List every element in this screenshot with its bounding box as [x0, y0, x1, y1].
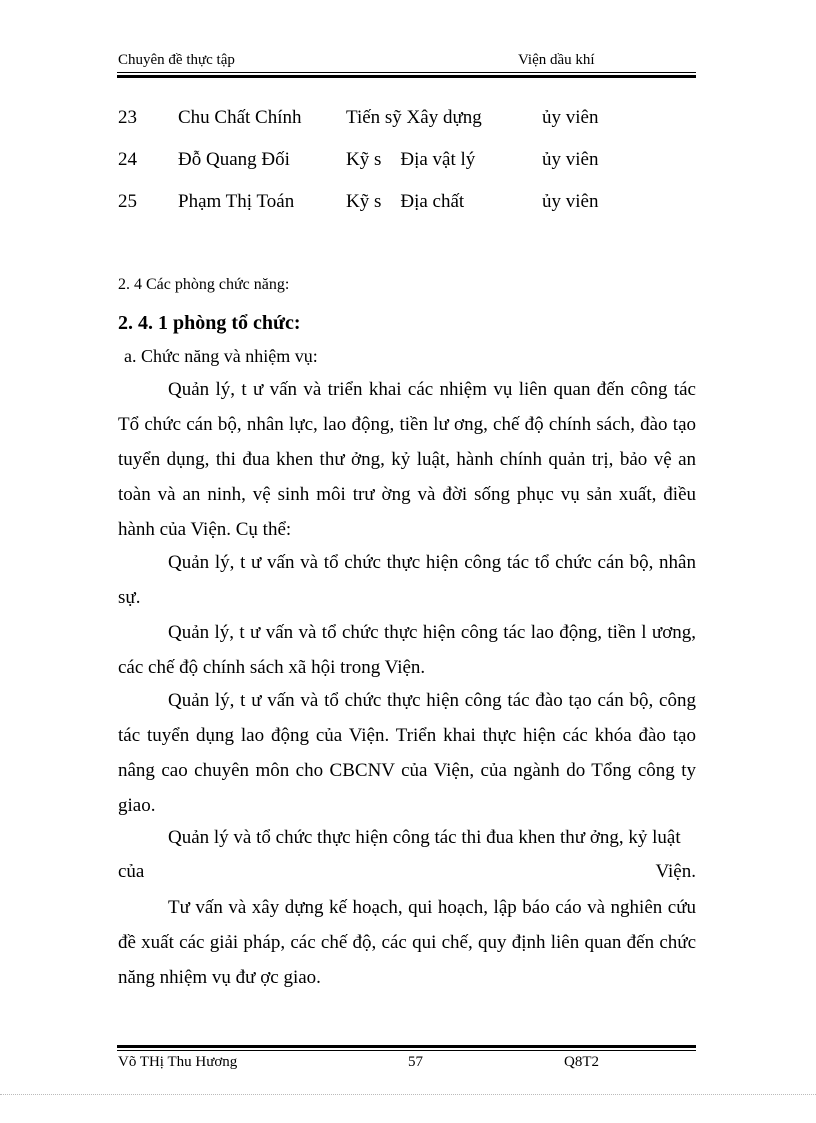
- line-left-word: của: [118, 861, 145, 882]
- member-number: 24: [118, 149, 137, 170]
- header-left: Chuyên đề thực tập: [118, 52, 235, 68]
- paragraph: Tư vấn và xây dựng kế hoạch, qui hoạch, lập báo cáo và nghiên cứu đề xuất các giải pháp, các chế độ, các qui chế, quy định liên quan đến chức năng nhiệm vụ đư ợc giao.: [118, 897, 696, 988]
- page-number: 57: [408, 1054, 423, 1070]
- member-row: [118, 107, 678, 149]
- subheading: a. Chức năng và nhiệm vụ:: [124, 346, 318, 366]
- header-rule-thick: [117, 75, 696, 78]
- member-role: ủy viên: [542, 107, 599, 128]
- section-title: 2. 4 Các phòng chức năng:: [118, 276, 290, 293]
- paragraph: Quản lý, t ư vấn và tổ chức thực hiện công tác tổ chức cán bộ, nhân sự.: [118, 552, 696, 608]
- paragraph: Quản lý, t ư vấn và tổ chức thực hiện công tác đào tạo cán bộ, công tác tuyển dụng lao động của Viện. Triển khai thực hiện các khóa đào tạo nâng cao chuyên môn cho CBCNV của Viện, của ngành do Tổng công ty giao.: [118, 690, 696, 816]
- member-name: Đỗ Quang Đối: [178, 149, 290, 170]
- paragraph: Quản lý, t ư vấn và tổ chức thực hiện công tác lao động, tiền l ương, các chế độ chính sách xã hội trong Viện.: [118, 622, 696, 678]
- paragraph: Quản lý, t ư vấn và triển khai các nhiệm vụ liên quan đến công tác Tổ chức cán bộ, nhân lực, lao động, tiền lư ơng, chế độ chính sách, đào tạo tuyển dụng, thi đua khen thư ởng, kỷ luật, hành chính quản trị, bảo vệ an toàn và an ninh, vệ sinh môi trư ờng và đời sống phục vụ sản xuất, điều hành của Viện. Cụ thể:: [118, 379, 696, 540]
- member-name: Phạm Thị Toán: [178, 191, 295, 212]
- header-right: Viện dầu khí: [518, 52, 595, 68]
- member-degree: Tiến sỹ Xây dựng: [346, 107, 482, 128]
- member-table: [118, 107, 678, 233]
- member-role: ủy viên: [542, 191, 599, 212]
- paragraph: Quản lý và tổ chức thực hiện công tác thi đua khen thư ởng, kỷ luật: [168, 827, 681, 848]
- member-degree: Kỹ s Địa vật lý: [346, 149, 476, 170]
- line-right-word: Viện.: [655, 861, 696, 882]
- header-rule-thin: [117, 72, 696, 73]
- footer-class: Q8T2: [564, 1054, 599, 1070]
- footer-rule-thin: [117, 1050, 696, 1051]
- member-role: ủy viên: [542, 149, 599, 170]
- member-row: [118, 149, 678, 191]
- member-row: [118, 191, 678, 233]
- subsection-title: 2. 4. 1 phòng tổ chức:: [118, 312, 301, 334]
- footer-author: Võ THị Thu Hương: [118, 1054, 238, 1070]
- page-bottom-border: [0, 1094, 816, 1095]
- member-number: 25: [118, 191, 137, 212]
- member-number: 23: [118, 107, 137, 128]
- member-name: Chu Chất Chính: [178, 107, 302, 128]
- member-degree: Kỹ s Địa chất: [346, 191, 465, 212]
- footer-rule-thick: [117, 1045, 696, 1048]
